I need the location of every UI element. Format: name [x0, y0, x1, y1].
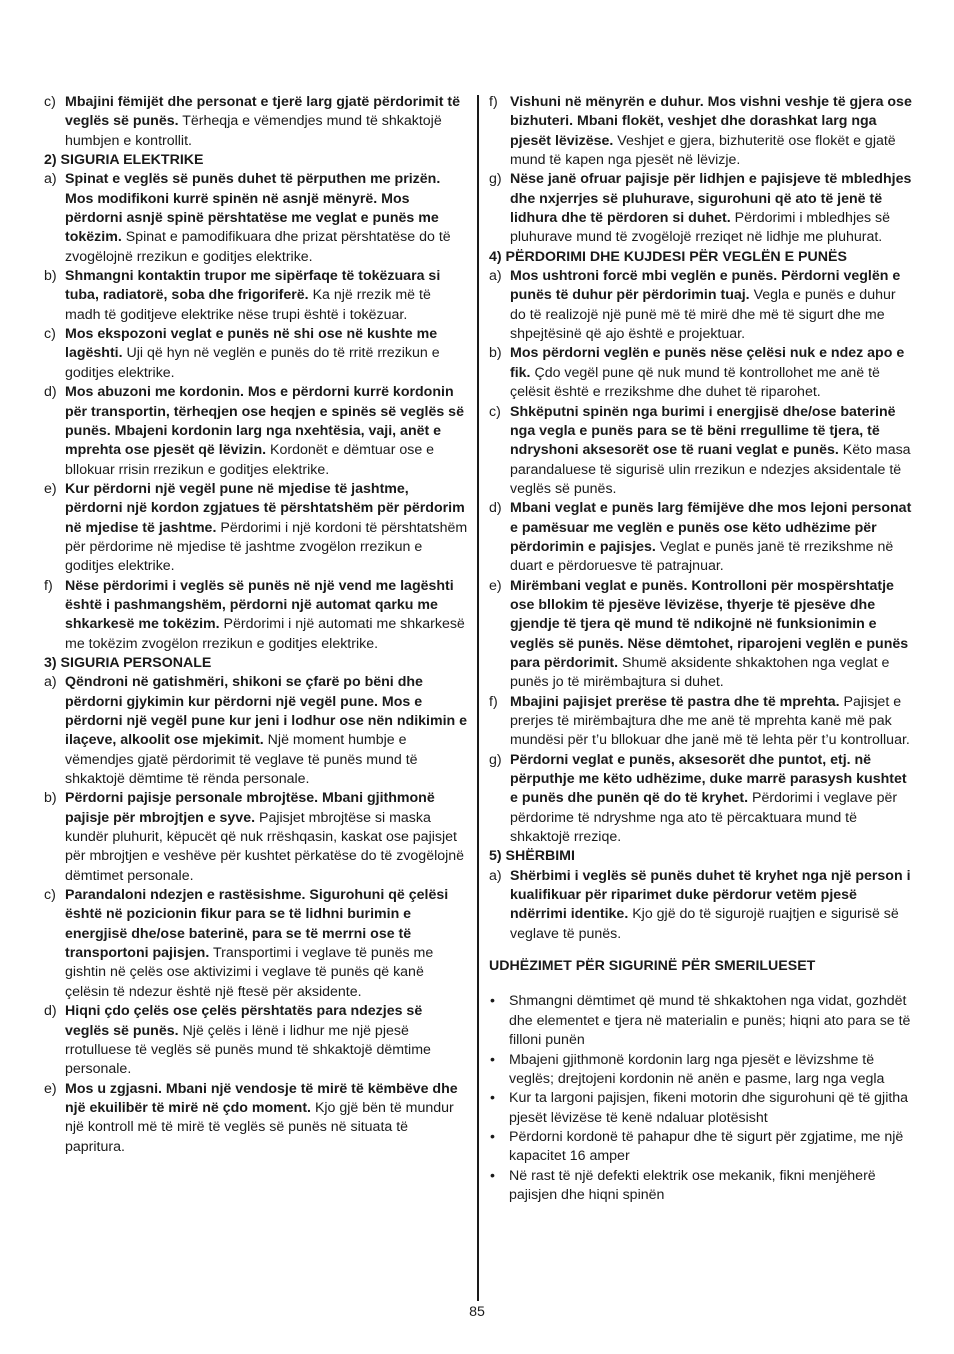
item-marker: c) [44, 887, 56, 904]
bullet-item [489, 992, 913, 1050]
item-marker: a) [489, 867, 502, 884]
section-heading: 2) SIGURIA ELEKTRIKE [44, 152, 204, 169]
list-item [44, 886, 468, 1002]
bullet-icon: • [490, 993, 495, 1010]
item-marker: d) [44, 384, 57, 401]
section-title: UDHËZIMET PËR SIGURINË PËR SMERILUESET [489, 958, 816, 975]
list-item [44, 789, 468, 886]
item-text: Pajisjet e prerjes të mirëmbajtura dhe me anë të mprehta kanë më pak mundësi për t’u bllokuar dhe janë më të lehta për t’u kontrolluar. [510, 693, 910, 749]
item-bold-text: Kur përdorni një vegël pune në mjedise të jashtme, përdorni një kordon zgjatues të përshtatshëm për përdorim në mjedise të jashtme. [65, 480, 465, 536]
bullet-item [489, 1128, 913, 1167]
list-item [489, 267, 913, 344]
item-bold-text: Mos u zgjasni. Mbani një vendosje të mirë të këmbëve dhe një ekuilibër të mirë në çdo moment. [65, 1080, 458, 1116]
list-item [44, 325, 468, 383]
bullet-icon: • [490, 1051, 495, 1068]
list-item [489, 499, 913, 576]
right-column [489, 93, 913, 1205]
item-marker: a) [489, 268, 502, 285]
item-marker: e) [44, 480, 57, 497]
item-text: Spinat e pamodifikuara dhe prizat përshtatëse do të zvogëlojnë rrezikun e goditjes elektrike. [65, 229, 451, 265]
section-heading: 5) SHËRBIMI [489, 848, 575, 865]
item-text: Kjo gjë bën të mundur një kontroll më të mirë të veglës së punës në situata të papritura. [65, 1099, 454, 1155]
item-marker: a) [44, 674, 57, 691]
item-marker: b) [44, 790, 57, 807]
item-marker: d) [489, 500, 502, 517]
item-text: Kordonët e dëmtuar ose e bllokuar rrisin rrezikun e goditjes elektrike. [65, 442, 435, 478]
item-marker: c) [44, 94, 56, 110]
spacer [489, 944, 913, 957]
page-number: 85 [469, 1304, 485, 1320]
item-bold-text: Përdorni pajisje personale mbrojtëse. Mbani gjithmonë pajisje për mbrojtjen e syve. [65, 790, 435, 826]
item-text: Vegla e punës e duhur do të realizojë një punë më të mirë dhe më të sigurt dhe me shpejtësinë që ajo është e projektuar. [510, 287, 896, 343]
item-marker: f) [44, 577, 53, 594]
item-bold-text: Mbajini fëmijët dhe personat e tjerë larg gjatë përdorimit të veglës së punës. [65, 94, 460, 130]
bullet-item [489, 1089, 913, 1128]
item-bold-text: Shërbimi i veglës së punës duhet të kryhet nga një person i kualifikuar për riparimet duke përdorur vetëm pjesë ndërrimi identike. [510, 867, 911, 923]
left-column [44, 93, 468, 1157]
item-marker: g) [489, 171, 502, 188]
column-divider [477, 95, 479, 1301]
item-bold-text: Mos përdorni veglën e punës nëse çelësi nuk e ndez apo e fik. [510, 345, 905, 381]
item-bold-text: Shkëputni spinën nga burimi i energjisë dhe/ose baterinë nga vegla e punës para se të bëni rregullime të tjera, të ndryshoni aksesorët ose të ruani veglat e punës. [510, 403, 896, 459]
item-bold-text: Qëndroni në gatishmëri, shikoni se çfarë po bëni dhe përdorni gjykimin kur përdorni një vegël pune. Mos e përdorni një vegël pune kur jeni i lodhur ose nën ndikimin e ilaçeve, alkoolit ose mjekimit. [65, 674, 468, 749]
item-bold-text: Shmangni kontaktin trupor me sipërfaqe të tokëzuara si tuba, radiatorë, soba dhe frigoriferë. [65, 268, 441, 304]
item-text: Një çelës i lënë i lidhur me një pjesë rrotulluese të veglës së punës mund të shkaktojë dëmtime personale. [65, 1022, 431, 1078]
item-marker: f) [489, 94, 498, 110]
item-bold-text: Përdorni veglat e punës, aksesorët dhe puntot, etj. në përputhje me këto udhëzime, duke marrë parasysh kushtet e punës dhe punën që do të kryhet. [510, 751, 907, 807]
item-text: Përdorimi i një automati me shkarkesë me tokëzim zvogëlon rrezikun e goditjes elektrike. [65, 616, 465, 652]
list-item [489, 93, 913, 170]
item-bold-text: Hiqni çdo çelës ose çelës përshtatës para ndezjes së veglës së punës. [65, 1003, 423, 1039]
list-item [489, 751, 913, 848]
item-bold-text: Nëse përdorimi i veglës së punës në një vend me lagështi është i pashmangshëm, përdorni një automat qarku me shkarkesë me tokëzim. [65, 577, 454, 633]
spacer [489, 976, 913, 992]
item-marker: c) [44, 326, 56, 343]
item-marker: a) [44, 171, 57, 188]
list-item [489, 867, 913, 944]
list-item [44, 673, 468, 789]
list-item [489, 403, 913, 500]
item-bold-text: Mbani veglat e punës larg fëmijëve dhe mos lejoni personat e pamësuar me veglën e punës ose këto udhëzime për përdorimin e pajisjes. [510, 500, 912, 555]
section-heading: 4) PËRDORIMI DHE KUJDESI PËR VEGLËN E PUNËS [489, 248, 847, 265]
bullet-text: Mbajeni gjithmonë kordonin larg nga pjesët e lëvizshme të veglës; drejtojeni kordonin në anën e pasme, larg nga vegla [509, 1051, 885, 1087]
item-text: Uji që hyn në veglën e punës do të rritë rrezikun e goditjes elektrike. [65, 345, 440, 381]
bullet-icon: • [490, 1128, 495, 1145]
item-marker: f) [489, 693, 498, 710]
item-marker: b) [44, 268, 57, 285]
item-text: Kjo gjë do të sigurojë ruajtjen e sigurisë së veglave të punës. [510, 906, 899, 942]
section-heading: 3) SIGURIA PERSONALE [44, 654, 212, 671]
item-text: Ka një rrezik më të madh të goditjeve elektrike nëse trupi është i tokëzuar. [65, 287, 431, 323]
item-text: Këto masa parandaluese të sigurisë ulin rrezikun e ndezjes aksidentale të veglës së punës. [510, 442, 911, 497]
item-marker: c) [489, 403, 501, 420]
item-text: Transportimi i veglave të punës me gishtin në çelës ose aktivizimi i veglave të punës që kanë çelësin të ndezur është një ftesë për aksidente. [65, 945, 434, 1000]
bullet-item [489, 1167, 913, 1206]
item-marker: g) [489, 751, 502, 768]
item-marker: b) [489, 345, 502, 362]
item-text: Veshjet e gjera, bizhuteritë ose flokët e gjatë mund të kapen nga pjesët në lëvizje. [510, 132, 896, 169]
bullet-text: Përdorni kordonë të pahapur dhe të sigurt për zgjatime, me një kapacitet 16 amper [509, 1128, 904, 1165]
item-text: Një moment humbje e vëmendjes gjatë përdorimit të veglave të punës mund të shkaktojë dëmtime të rënda personale. [65, 732, 418, 788]
list-item [44, 480, 468, 577]
item-marker: d) [44, 1003, 57, 1020]
bullet-text: Kur ta largoni pajisjen, fikeni motorin dhe sigurohuni që të gjitha pjesët lëvizëse të kenë ndaluar plotësisht [509, 1090, 909, 1126]
list-item [44, 267, 468, 325]
item-bold-text: Vishuni në mënyrën e duhur. Mos vishni veshje të gjera ose bizhuteri. Mbani flokët, veshjet dhe dorashkat larg nga pjesët lëvizëse. [510, 94, 912, 149]
list-item [489, 344, 913, 402]
item-text: Pajisjet mbrojtëse si maska kundër pluhurit, këpucët që nuk rrëshqasin, kaskat ose pajisjet për mbrojtjen e veshëve për kushtet përkatëse do të zvogëlojnë dëmtimet personale. [65, 809, 465, 884]
bullet-text: Në rast të një defekti elektrik ose mekanik, fikni menjëherë pajisjen dhe hiqni spinën [509, 1167, 876, 1203]
item-bold-text: Mos abuzoni me kordonin. Mos e përdorni kurrë kordonin për transportin, tërheqjen ose heqjen e spinës së veglës së punës. Mbajeni kordonin larg nga nxehtësia, vaji, anët e mprehta ose pjesët që lëvizin. [65, 384, 464, 459]
item-bold-text: Nëse janë ofruar pajisje për lidhjen e pajisjeve të mbledhjes dhe nxjerrjes së pluhurave, sigurohuni që ato të jenë të lidhura dhe të përdoren si duhet. [510, 171, 912, 227]
list-item [489, 693, 913, 751]
item-text: Shumë aksidente shkaktohen nga veglat e punës jo të mirëmbajtura si duhet. [510, 654, 890, 691]
bullet-icon: • [490, 1167, 495, 1184]
list-item [44, 383, 468, 480]
bullet-text: Shmangni dëmtimet që mund të shkaktohen nga vidat, gozhdët dhe elementet e tjera në materialin e punës; hiqni ato para se të filloni punën [509, 993, 911, 1049]
list-item [489, 170, 913, 247]
item-text: Tërheqja e vëmendjes mund të shkaktojë humbjen e kontrollit. [65, 113, 442, 149]
item-bold-text: Mirëmbani veglat e punës. Kontrolloni për mospërshtatje ose bllokim të pjesëve lëvizëse, thyerje të pjesëve dhe gjendje të tjera që mund të ndikojnë në funksionimin e veglës së punës. Nëse dëmtohet, riparojeni veglën e punës para përdorimit. [510, 577, 909, 671]
list-item [489, 577, 913, 693]
item-bold-text: Mbajini pajisjet prerëse të pastra dhe të mprehta. [510, 693, 840, 710]
list-item [44, 1002, 468, 1079]
item-text: Përdorimi i mbledhjes së pluhurave mund të zvogëlojë rreziqet në lidhje me pluhurat. [510, 210, 891, 246]
item-bold-text: Mos ekspozoni veglat e punës në shi ose në kushte me lagështi. [65, 326, 438, 362]
item-text: Përdorimi i veglave për përdorime të ndryshme nga ato të përcaktuara mund të shkaktojë rreziqe. [510, 790, 898, 846]
item-bold-text: Spinat e veglës së punës duhet të përputhen me prizën. Mos modifikoni kurrë spinën në asnjë mënyrë. Mos përdorni asnjë spinë përshtatëse me veglat e punës me tokëzim. [65, 171, 441, 246]
item-bold-text: Parandaloni ndezjen e rastësishme. Sigurohuni që çelësi është në pozicionin fikur para se të lidhni burimin e energjisë dhe/ose baterinë, para se të merrni ose të transportoni pajisjen. [65, 887, 449, 962]
item-bold-text: Mos ushtroni forcë mbi veglën e punës. Përdorni veglën e punës të duhur për përdorimin tuaj. [510, 268, 901, 304]
bullet-item [489, 1051, 913, 1090]
list-item [44, 93, 468, 151]
item-text: Veglat e punës janë të rrezikshme në duart e përdoruesve të patrajnuar. [510, 538, 894, 575]
item-text: Përdorimi i një kordoni të përshtatshëm për përdorime në mjedise të jashtme zvogëlon rrezikun e goditjes elektrike. [65, 519, 468, 575]
item-marker: e) [489, 577, 502, 594]
bullet-icon: • [490, 1090, 495, 1107]
item-text: Çdo vegël pune që nuk mund të kontrollohet me anë të çelësit është e rrezikshme dhe duhet të riparohet. [510, 364, 880, 401]
item-marker: e) [44, 1080, 57, 1097]
list-item [44, 1080, 468, 1157]
list-item [44, 170, 468, 267]
list-item [44, 577, 468, 654]
